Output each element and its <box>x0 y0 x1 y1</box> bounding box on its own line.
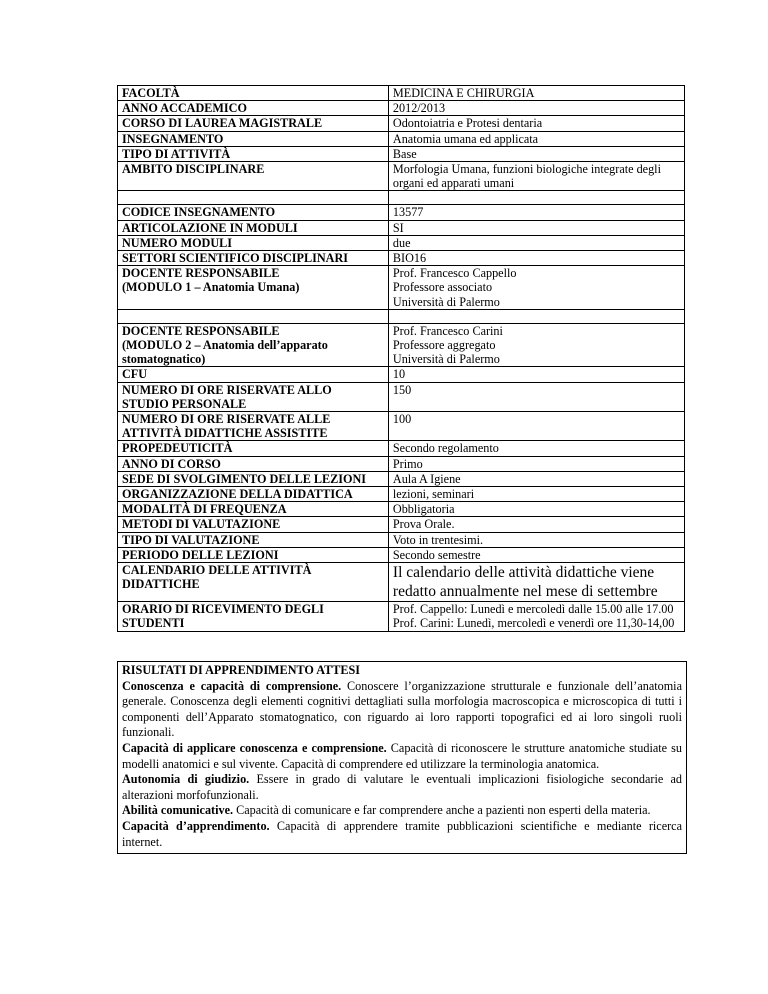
field-value-line: 2012/2013 <box>392 101 446 116</box>
field-value-line: Voto in trentesimi. <box>392 532 484 547</box>
field-label-line: MODALITÀ DI FREQUENZA <box>122 502 287 517</box>
field-value <box>388 532 684 547</box>
field-label <box>118 487 389 502</box>
table-row <box>118 86 685 101</box>
field-value <box>388 146 684 161</box>
field-label <box>118 602 389 631</box>
table-row <box>118 412 685 441</box>
learning-outcome-heading: Conoscenza e capacità di comprensione. <box>122 678 342 693</box>
field-value-line: Prof. Francesco Cappello <box>392 266 517 281</box>
field-value <box>388 517 684 532</box>
field-label-line: SETTORI SCIENTIFICO DISCIPLINARI <box>122 251 348 266</box>
field-value-line: Professore aggregato <box>392 338 496 353</box>
field-label-line: ATTIVITÀ DIDATTICHE ASSISTITE <box>122 426 328 441</box>
field-value <box>388 323 684 367</box>
learning-outcomes-list <box>122 679 682 851</box>
field-value-line: Secondo regolamento <box>392 441 499 456</box>
field-value <box>388 412 684 441</box>
learning-outcome-heading: Autonomia di giudizio. <box>122 772 250 787</box>
table-row <box>118 205 685 220</box>
field-value-line: Obbligatoria <box>392 502 455 517</box>
field-label-line: METODI DI VALUTAZIONE <box>122 517 281 532</box>
field-value-line: 100 <box>392 412 412 427</box>
field-value-line: BIO16 <box>392 251 427 266</box>
table-row <box>118 547 685 562</box>
field-label <box>118 471 389 486</box>
field-label <box>118 441 389 456</box>
table-row <box>118 456 685 471</box>
field-label-line: ANNO DI CORSO <box>122 456 221 471</box>
field-value-line: Prof. Carini: Lunedì, mercoledì e venerdì ore 11,30-14,00 <box>392 616 675 631</box>
field-label-line: ANNO ACCADEMICO <box>122 101 247 116</box>
learning-outcomes-box <box>117 661 687 854</box>
field-value <box>388 487 684 502</box>
learning-outcome-heading: Capacità di applicare conoscenza e comprensione. <box>122 740 387 755</box>
learning-outcome-text: Capacità di comunicare e far comprendere anche a pazienti non esperti della materia. <box>233 803 651 818</box>
field-label-line: DIDATTICHE <box>122 577 200 592</box>
field-label-line: (MODULO 2 – Anatomia dell’apparato <box>122 338 328 353</box>
field-value <box>388 116 684 131</box>
field-label <box>118 563 389 602</box>
field-label <box>118 266 389 310</box>
field-value <box>388 367 684 382</box>
field-label <box>118 146 389 161</box>
field-value <box>388 441 684 456</box>
field-value <box>388 471 684 486</box>
field-label-line: INSEGNAMENTO <box>122 131 224 146</box>
table-row <box>118 323 685 367</box>
table-row <box>118 367 685 382</box>
field-label-line: FACOLTÀ <box>122 86 180 100</box>
learning-outcome-text: Capacità di riconoscere le strutture anatomiche studiate su modelli anatomici e sul vivente. Capacità di comprendere ed utilizzare la terminologia anatomica. <box>122 740 682 771</box>
field-label-line: CFU <box>122 367 148 382</box>
field-label-line: SEDE DI SVOLGIMENTO DELLE LEZIONI <box>122 471 367 486</box>
field-label <box>118 235 389 250</box>
field-value-line: Odontoiatria e Protesi dentaria <box>392 116 543 131</box>
table-row <box>118 220 685 235</box>
field-label-line: (MODULO 1 – Anatomia Umana) <box>122 280 300 295</box>
table-row <box>118 162 685 191</box>
field-label-line: DOCENTE RESPONSABILE <box>122 323 280 338</box>
field-label <box>118 517 389 532</box>
field-label <box>118 323 389 367</box>
field-value-line: 150 <box>392 382 412 397</box>
field-label-line: NUMERO DI ORE RISERVATE ALLE <box>122 412 331 427</box>
table-row <box>118 441 685 456</box>
table-spacer-row <box>118 191 685 205</box>
learning-outcome-item <box>122 819 682 850</box>
field-value-line: Prof. Francesco Carini <box>392 323 503 338</box>
field-label-line: PROPEDEUTICITÀ <box>122 441 233 456</box>
field-value <box>388 205 684 220</box>
field-label-line: TIPO DI ATTIVITÀ <box>122 146 231 161</box>
field-label-line: DOCENTE RESPONSABILE <box>122 266 280 281</box>
field-label-line: ORARIO DI RICEVIMENTO DEGLI <box>122 602 324 617</box>
table-row <box>118 266 685 310</box>
field-label <box>118 456 389 471</box>
field-value-line: 10 <box>392 367 406 382</box>
field-value-line: due <box>392 235 411 250</box>
field-value-line: Prof. Cappello: Lunedì e mercoledì dalle 15.00 alle 17.00 <box>392 602 674 617</box>
field-label <box>118 502 389 517</box>
learning-outcome-text: Essere in grado di valutare le eventuali implicazioni fisiologiche secondarie ad alterazioni morfofunzionali. <box>122 772 682 802</box>
field-value <box>388 602 684 631</box>
field-label <box>118 220 389 235</box>
field-value-line: Prova Orale. <box>392 517 455 532</box>
field-label-line: stomatognatico) <box>122 352 206 367</box>
field-label-line: PERIODO DELLE LEZIONI <box>122 547 279 562</box>
field-value <box>388 266 684 310</box>
learning-outcome-item <box>122 741 682 772</box>
course-info-table <box>117 85 685 632</box>
table-row <box>118 382 685 411</box>
table-row <box>118 487 685 502</box>
field-value-line: Base <box>392 146 417 161</box>
field-label <box>118 382 389 411</box>
field-value <box>388 162 684 191</box>
field-label-line: STUDIO PERSONALE <box>122 396 247 411</box>
field-label <box>118 86 389 101</box>
field-label-line: ARTICOLAZIONE IN MODULI <box>122 220 298 235</box>
field-value-line: Il calendario delle attività didattiche viene redatto annualmente nel mese di settembre <box>392 564 658 601</box>
field-value-line: Morfologia Umana, funzioni biologiche integrate degli organi ed apparati umani <box>392 162 661 191</box>
field-label <box>118 532 389 547</box>
field-label <box>118 205 389 220</box>
table-row <box>118 532 685 547</box>
field-value-line: Primo <box>392 456 423 471</box>
field-value-line: Università di Palermo <box>392 352 500 367</box>
table-spacer-row <box>118 309 685 323</box>
field-label-line: NUMERO DI ORE RISERVATE ALLO <box>122 382 332 397</box>
learning-outcome-heading: Capacità d’apprendimento. <box>122 818 270 833</box>
field-value <box>388 86 684 101</box>
field-label-line: CODICE INSEGNAMENTO <box>122 205 276 220</box>
field-value <box>388 563 684 602</box>
field-label-line: TIPO DI VALUTAZIONE <box>122 532 260 547</box>
table-row <box>118 146 685 161</box>
field-value-line: 13577 <box>392 205 424 220</box>
field-value <box>388 502 684 517</box>
field-value-line: Aula A Igiene <box>392 471 461 486</box>
table-row <box>118 131 685 146</box>
learning-outcome-item <box>122 803 682 819</box>
field-label <box>118 131 389 146</box>
table-row <box>118 251 685 266</box>
field-value <box>388 547 684 562</box>
field-label-line: NUMERO MODULI <box>122 235 233 250</box>
learning-outcomes-title: RISULTATI DI APPRENDIMENTO ATTESI <box>122 663 361 677</box>
learning-outcome-item <box>122 679 682 741</box>
field-label-line: CORSO DI LAUREA MAGISTRALE <box>122 116 323 131</box>
field-label <box>118 412 389 441</box>
table-row <box>118 235 685 250</box>
learning-outcome-text: Capacità di apprendere tramite pubblicazioni scientifiche e mediante ricerca internet. <box>122 818 683 849</box>
field-value <box>388 235 684 250</box>
field-value-line: MEDICINA E CHIRURGIA <box>392 86 535 100</box>
field-label-line: CALENDARIO DELLE ATTIVITÀ <box>122 563 312 578</box>
learning-outcome-item <box>122 772 682 803</box>
learning-outcome-text: Conoscere l’organizzazione strutturale e funzionale dell’anatomia generale. Conoscenza degli elementi cognitivi dettagliati sulla morfologia macroscopica e microscopica di tutti i componenti dell’Apparato stomatognatico, con riguardo ai loro rapporti topografici ed ai loro singoli ruoli funzionali. <box>122 678 682 740</box>
field-value <box>388 101 684 116</box>
field-label <box>118 547 389 562</box>
field-value-line: Anatomia umana ed applicata <box>392 131 539 146</box>
table-row <box>118 116 685 131</box>
field-label <box>118 162 389 191</box>
learning-outcome-heading: Abilità comunicative. <box>122 803 234 818</box>
field-value-line: lezioni, seminari <box>392 487 475 502</box>
table-row <box>118 517 685 532</box>
field-label <box>118 251 389 266</box>
field-label <box>118 101 389 116</box>
field-value-line: SI <box>392 220 404 235</box>
field-value-line: Università di Palermo <box>392 294 500 309</box>
table-row <box>118 563 685 602</box>
field-label-line: AMBITO DISCIPLINARE <box>122 162 265 177</box>
table-row <box>118 602 685 631</box>
field-label-line: ORGANIZZAZIONE DELLA DIDATTICA <box>122 487 353 502</box>
field-value <box>388 220 684 235</box>
table-row <box>118 502 685 517</box>
field-value <box>388 382 684 411</box>
field-value <box>388 456 684 471</box>
field-label <box>118 367 389 382</box>
table-row <box>118 101 685 116</box>
field-value-line: Secondo semestre <box>392 547 481 562</box>
field-value <box>388 131 684 146</box>
field-value-line: Professore associato <box>392 280 493 295</box>
field-label-line: STUDENTI <box>122 616 185 631</box>
field-label <box>118 116 389 131</box>
table-row <box>118 471 685 486</box>
field-value <box>388 251 684 266</box>
